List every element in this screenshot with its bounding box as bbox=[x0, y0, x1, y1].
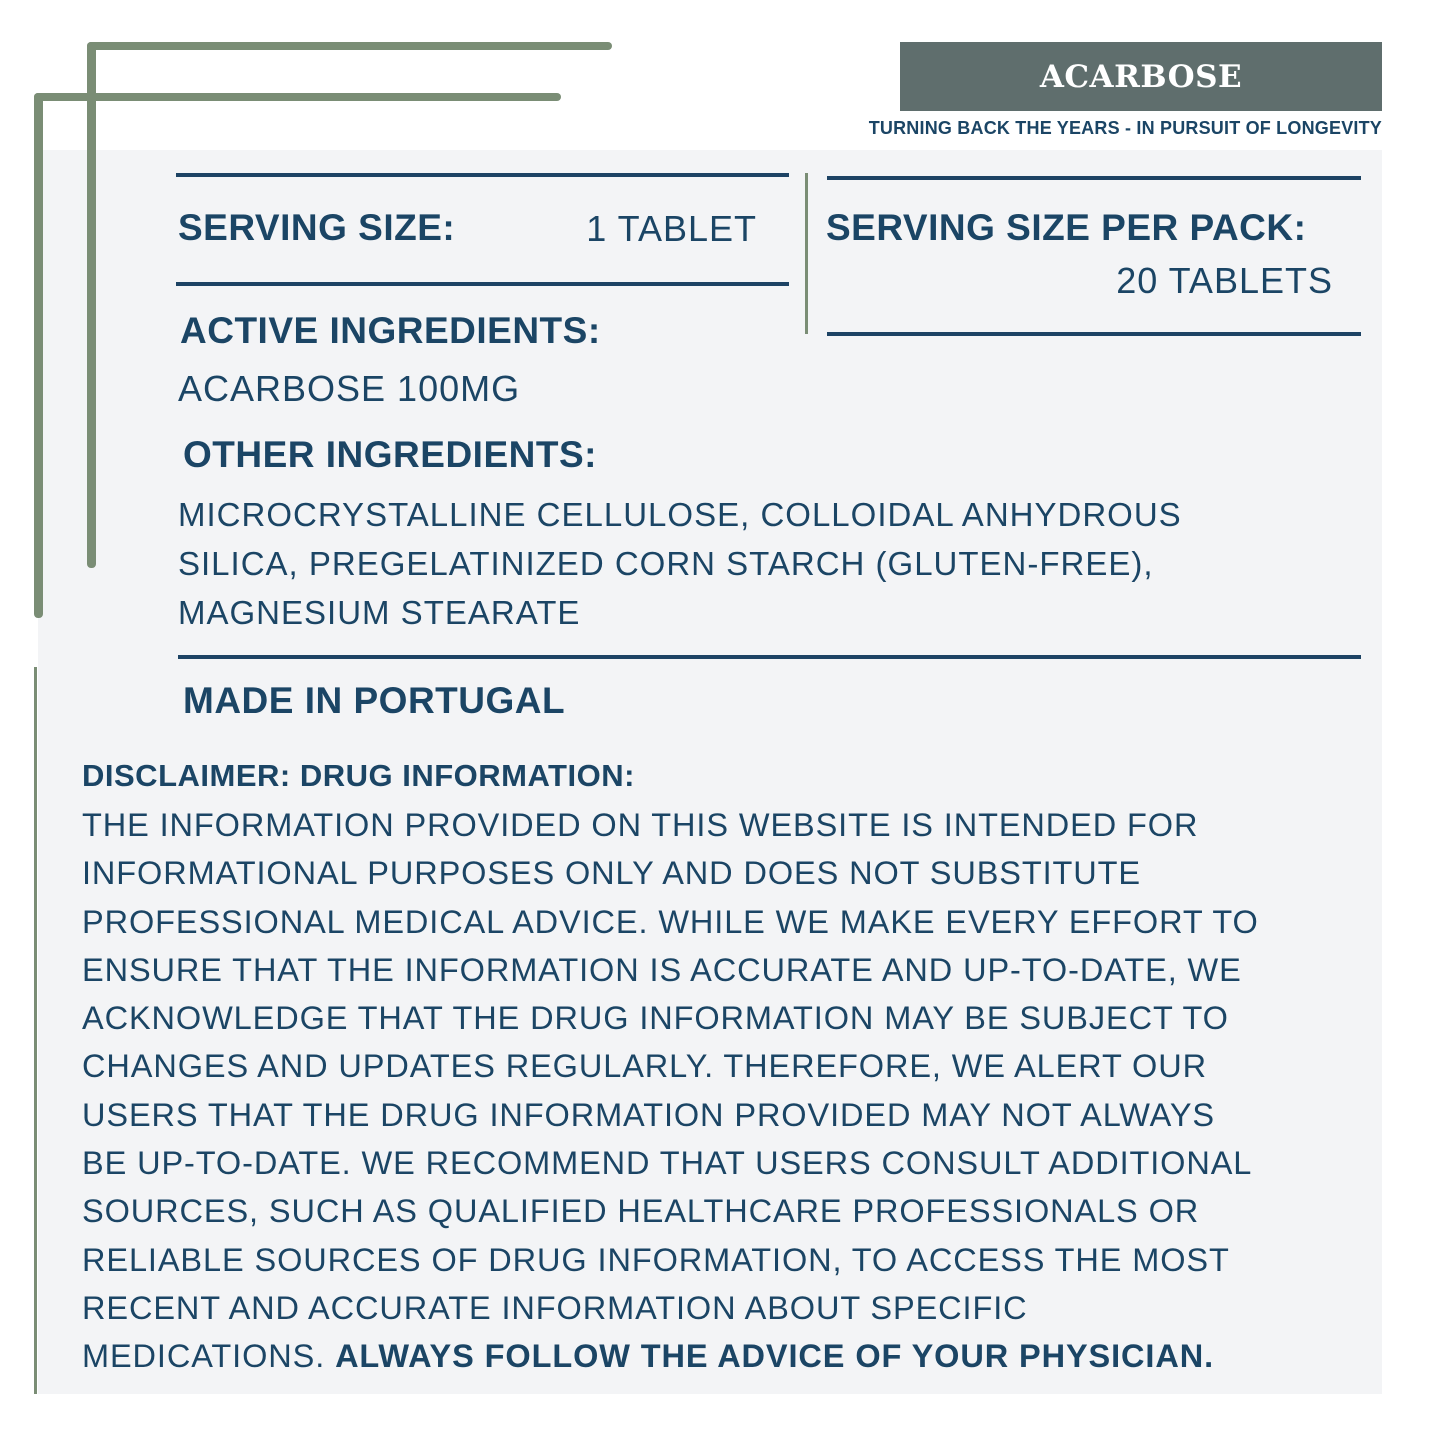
other-ingredients-line: MAGNESIUM STEARATE bbox=[178, 594, 581, 631]
disclaimer-body bbox=[82, 801, 1259, 1381]
tagline: TURNING BACK THE YEARS - IN PURSUIT OF LONGEVITY bbox=[868, 118, 1382, 138]
rule-pack-top bbox=[827, 176, 1361, 180]
other-ingredients-line: MICROCRYSTALLINE CELLULOSE, COLLOIDAL ANHYDROUS bbox=[178, 496, 1182, 533]
disclaimer-line: INFORMATIONAL PURPOSES ONLY AND DOES NOT SUBSTITUTE bbox=[82, 855, 1141, 892]
rule-serving-top bbox=[176, 173, 789, 177]
other-ingredients-label: OTHER INGREDIENTS: bbox=[183, 434, 597, 475]
rule-origin-top bbox=[178, 655, 1361, 659]
serving-per-pack-label: SERVING SIZE PER PACK: bbox=[826, 207, 1307, 248]
deco-bracket-left-outer bbox=[87, 42, 96, 568]
disclaimer-line: PROFESSIONAL MEDICAL ADVICE. WHILE WE MAKE EVERY EFFORT TO bbox=[82, 903, 1259, 940]
disclaimer-line: RELIABLE SOURCES OF DRUG INFORMATION, TO ACCESS THE MOST bbox=[82, 1241, 1230, 1278]
disclaimer-title: DISCLAIMER: DRUG INFORMATION: bbox=[82, 758, 635, 793]
product-title: ACARBOSE bbox=[900, 42, 1382, 111]
serving-size-value: 1 TABLET bbox=[586, 208, 757, 249]
disclaimer-line: THE INFORMATION PROVIDED ON THIS WEBSITE IS INTENDED FOR bbox=[82, 807, 1199, 843]
disclaimer-advice-bold: ALWAYS FOLLOW THE ADVICE OF YOUR PHYSICIAN. bbox=[335, 1338, 1215, 1375]
active-ingredients-value: ACARBOSE 100MG bbox=[178, 368, 521, 409]
other-ingredients-list bbox=[178, 490, 1182, 637]
disclaimer-line: BE UP-TO-DATE. WE RECOMMEND THAT USERS CONSULT ADDITIONAL bbox=[82, 1145, 1253, 1182]
disclaimer-line: ACKNOWLEDGE THAT THE DRUG INFORMATION MAY BE SUBJECT TO bbox=[82, 1000, 1229, 1037]
disclaimer-line: USERS THAT THE DRUG INFORMATION PROVIDED MAY NOT ALWAYS bbox=[82, 1096, 1215, 1133]
deco-bracket-left-inner bbox=[34, 93, 43, 618]
deco-bracket-top-inner bbox=[34, 93, 561, 101]
active-ingredients-label: ACTIVE INGREDIENTS: bbox=[180, 310, 601, 351]
column-divider bbox=[805, 173, 808, 334]
deco-bracket-top-outer bbox=[87, 42, 612, 50]
disclaimer-line: ENSURE THAT THE INFORMATION IS ACCURATE AND UP-TO-DATE, WE bbox=[82, 951, 1242, 988]
rule-pack-bottom bbox=[827, 332, 1361, 336]
serving-per-pack-value: 20 TABLETS bbox=[1116, 260, 1333, 301]
disclaimer-last-line bbox=[82, 1332, 1259, 1380]
other-ingredients-line: SILICA, PREGELATINIZED CORN STARCH (GLUTEN-FREE), bbox=[178, 545, 1154, 582]
disclaimer-line: SOURCES, SUCH AS QUALIFIED HEALTHCARE PROFESSIONALS OR bbox=[82, 1193, 1200, 1230]
disclaimer-last-plain: MEDICATIONS. bbox=[82, 1338, 336, 1375]
serving-size-label: SERVING SIZE: bbox=[178, 207, 456, 248]
rule-serving-bottom bbox=[176, 282, 789, 286]
origin-text: MADE IN PORTUGAL bbox=[183, 680, 566, 721]
deco-left-rule bbox=[34, 667, 37, 1394]
disclaimer-line: CHANGES AND UPDATES REGULARLY. THEREFORE, WE ALERT OUR bbox=[82, 1048, 1207, 1085]
disclaimer-line: RECENT AND ACCURATE INFORMATION ABOUT SPECIFIC bbox=[82, 1289, 1028, 1326]
